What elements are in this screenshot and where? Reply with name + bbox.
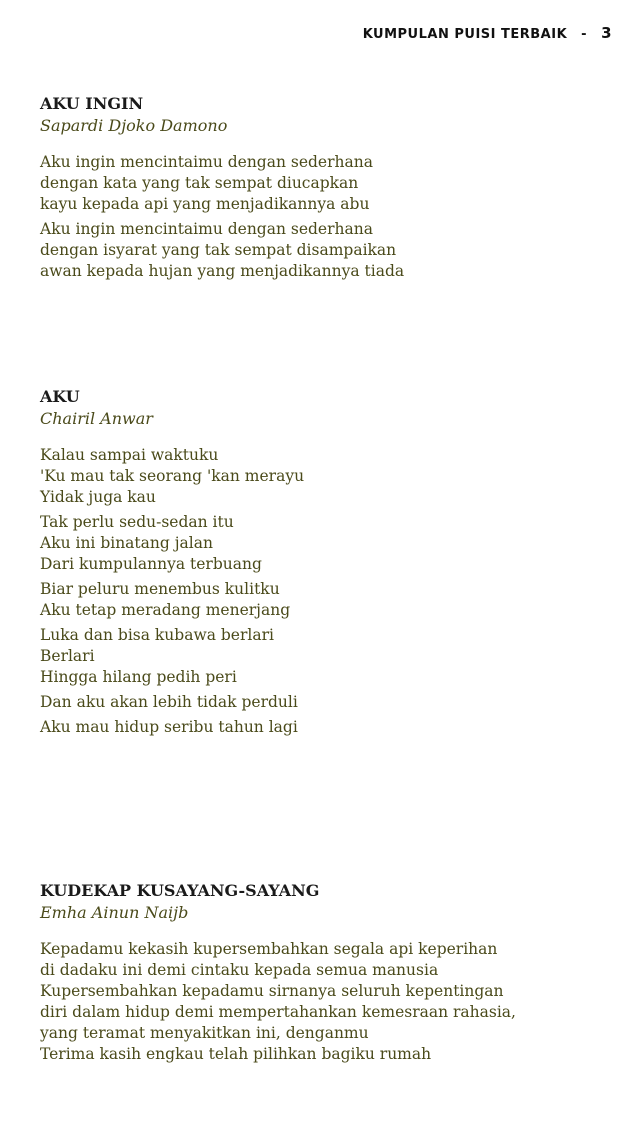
poem-line: awan kepada hujan yang menjadikannya tiada bbox=[40, 262, 405, 280]
header-separator: - bbox=[581, 27, 588, 42]
stanza bbox=[40, 692, 620, 713]
poem-line: Aku ingin mencintaimu dengan sederhana bbox=[40, 220, 373, 238]
poem-line: Yidak juga kau bbox=[40, 488, 156, 506]
poem-line: Aku tetap meradang menerjang bbox=[40, 601, 291, 619]
poem-line: Aku ingin mencintaimu dengan sederhana bbox=[40, 153, 373, 171]
stanza bbox=[40, 939, 620, 1065]
poem-author: Emha Ainun Naijb bbox=[40, 903, 189, 922]
page-header bbox=[363, 24, 612, 42]
page-number: 3 bbox=[601, 24, 612, 42]
poem-line: 'Ku mau tak seorang 'kan merayu bbox=[40, 467, 305, 485]
stanza bbox=[40, 512, 620, 575]
book-title: KUMPULAN PUISI TERBAIK bbox=[362, 27, 568, 42]
poem-line: Kepadamu kekasih kupersembahkan segala api keperihan bbox=[40, 940, 498, 958]
poem-title: AKU INGIN bbox=[40, 94, 144, 113]
stanza bbox=[40, 219, 620, 282]
poem-line: dengan isyarat yang tak sempat disampaikan bbox=[40, 241, 397, 259]
poem-line: Luka dan bisa kubawa berlari bbox=[40, 626, 274, 644]
poem-line: Dari kumpulannya terbuang bbox=[40, 555, 262, 573]
poem-line: diri dalam hidup demi mempertahankan kemesraan rahasia, bbox=[40, 1003, 516, 1021]
poem-line: Terima kasih engkau telah pilihkan bagiku rumah bbox=[40, 1045, 432, 1063]
poem-title: AKU bbox=[40, 387, 80, 406]
poem-line: Hingga hilang pedih peri bbox=[40, 668, 237, 686]
stanza bbox=[40, 625, 620, 688]
poem-line: Berlari bbox=[40, 647, 95, 665]
poem-line: Dan aku akan lebih tidak perduli bbox=[40, 693, 298, 711]
poem-line: Aku mau hidup seribu tahun lagi bbox=[40, 718, 298, 736]
poem-line: dengan kata yang tak sempat diucapkan bbox=[40, 174, 359, 192]
poem-line: Biar peluru menembus kulitku bbox=[40, 580, 280, 598]
poem-aku bbox=[40, 386, 620, 742]
poem-title: KUDEKAP KUSAYANG-SAYANG bbox=[40, 881, 320, 900]
poem-line: Kalau sampai waktuku bbox=[40, 446, 219, 464]
stanza bbox=[40, 152, 620, 215]
poem-author: Chairil Anwar bbox=[40, 409, 153, 428]
stanza bbox=[40, 579, 620, 621]
stanza bbox=[40, 717, 620, 738]
poem-line: di dadaku ini demi cintaku kepada semua manusia bbox=[40, 961, 439, 979]
poem-author: Sapardi Djoko Damono bbox=[40, 116, 228, 135]
poem-line: Tak perlu sedu-sedan itu bbox=[40, 513, 234, 531]
poem-line: kayu kepada api yang menjadikannya abu bbox=[40, 195, 370, 213]
poem-line: yang teramat menyakitkan ini, denganmu bbox=[40, 1024, 369, 1042]
poem-line: Kupersembahkan kepadamu sirnanya seluruh kepentingan bbox=[40, 982, 504, 1000]
poem-line: Aku ini binatang jalan bbox=[40, 534, 213, 552]
poem-aku-ingin bbox=[40, 93, 620, 286]
poem-kudekap-kusayang-sayang bbox=[40, 880, 620, 1069]
stanza bbox=[40, 445, 620, 508]
